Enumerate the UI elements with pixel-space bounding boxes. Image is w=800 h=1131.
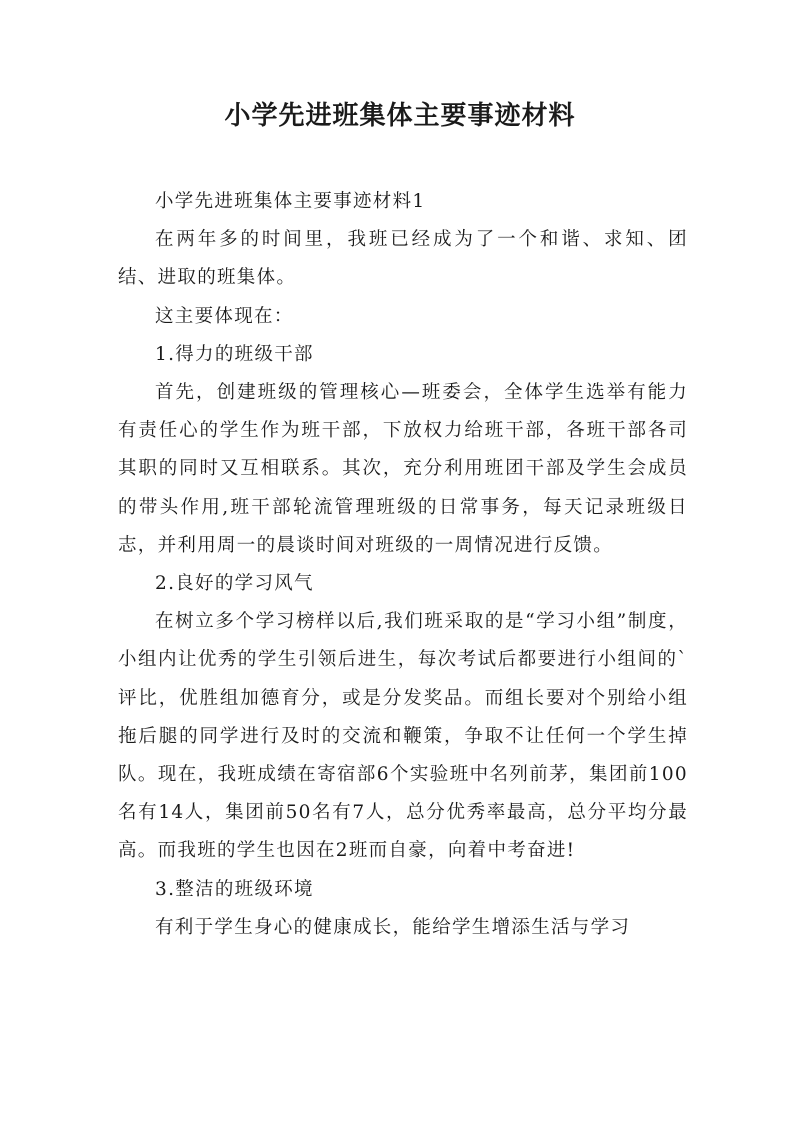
paragraph-class-leaders: 首先，创建班级的管理核心—班委会，全体学生选举有能力有责任心的学生作为班干部，下放权力给班干部，各班干部各司其职的同时又互相联系。其次，充分利用班团干部及学生会成员的带头作用,班干部轮流管理班级的日常事务，每天记录班级日志，并利用周一的晨谈时间对班级的一周情况进行反馈。 bbox=[118, 382, 688, 556]
subheading-study-atmosphere: 2.良好的学习风气 bbox=[155, 573, 314, 595]
subheading-class-leaders: 1.得力的班级干部 bbox=[155, 343, 314, 365]
subheading-class-environment: 3.整洁的班级环境 bbox=[155, 878, 314, 900]
paragraph-intro: 在两年多的时间里，我班已经成为了一个和谐、求知、团结、进取的班集体。 bbox=[118, 229, 688, 289]
paragraph-study-atmosphere: 在树立多个学习榜样以后,我们班采取的是“学习小组”制度，小组内让优秀的学生引领后进生，每次考试后都要进行小组间的`评比，优胜组加德育分，或是分发奖品。而组长要对个别给小组拖后腿的同学进行及时的交流和鞭策，争取不让任何一个学生掉队。现在，我班成绩在寄宿部6个实验班中名列前茅，集团前100名有14人，集团前50名有7人，总分优秀率最高，总分平均分最高。而我班的学生也因在2班而自豪，向着中考奋进! bbox=[118, 611, 688, 862]
paragraph-section-heading: 小学先进班集体主要事迹材料1 bbox=[155, 191, 426, 212]
paragraph-class-environment: 有利于学生身心的健康成长，能给学生增添生活与学习 bbox=[155, 916, 631, 938]
document-body bbox=[118, 183, 688, 947]
paragraph-lead-in: 这主要体现在： bbox=[155, 305, 294, 327]
document-title: 小学先进班集体主要事迹材料 bbox=[224, 101, 576, 131]
